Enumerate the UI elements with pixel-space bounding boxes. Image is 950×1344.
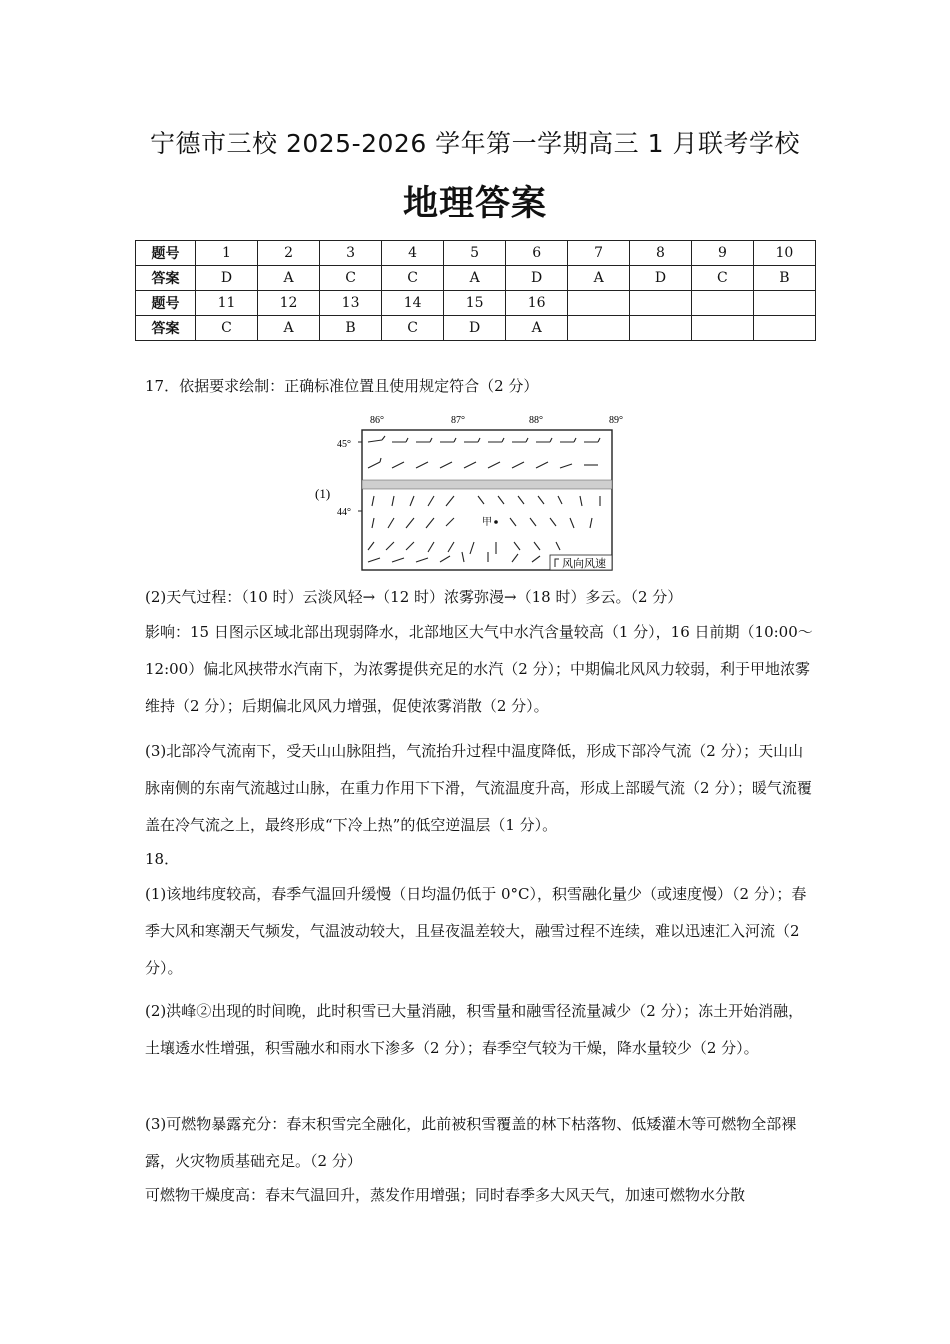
- q18-part1: (1)该地纬度较高，春季气温回升缓慢（日均温仍低于 0°C），积雪融化量少（或速度慢）（2 分）；春季大风和寒潮天气频发，气温波动较大，且昼夜温差较大，融雪过程不连续，难以迅速汇入河流（2 分）。: [145, 885, 807, 977]
- table-cell: 9: [691, 241, 753, 266]
- legend-label: 风向风速: [562, 557, 606, 570]
- wind-map-figure: [312, 410, 642, 575]
- page-subtitle: 地理答案: [402, 184, 547, 224]
- table-cell: [630, 316, 692, 341]
- table-cell: [753, 316, 815, 341]
- table-cell: 2: [258, 241, 320, 266]
- table-row: [136, 241, 816, 266]
- table-cell: A: [506, 316, 568, 341]
- q17-part3: (3)北部冷气流南下，受天山山脉阻挡，气流抬升过程中温度降低，形成下部冷气流（2 分）；天山山脉南侧的东南气流越过山脉，在重力作用下下滑，气流温度升高，形成上部暖气流（2 分）；暖气流覆盖在冷气流之上，最终形成“下冷上热”的低空逆温层（1 分）。: [145, 742, 812, 834]
- table-cell: 5: [444, 241, 506, 266]
- q17-part2: (2)天气过程：（10 时）云淡风轻→（12 时）浓雾弥漫→（18 时）多云。（2 分）: [145, 588, 683, 606]
- wind-barbs: [368, 436, 600, 562]
- table-cell: B: [753, 266, 815, 291]
- table-cell: [630, 291, 692, 316]
- q18-part3-cont: 可燃物干燥度高：春末气温回升，蒸发作用增强；同时春季多大风天气，加速可燃物水分散: [145, 1186, 746, 1204]
- row-header: 题号: [136, 241, 196, 266]
- table-cell: [691, 291, 753, 316]
- mountain-band: [362, 480, 612, 489]
- table-cell: 8: [630, 241, 692, 266]
- row-header: 答案: [136, 316, 196, 341]
- table-cell: D: [444, 316, 506, 341]
- page-title: 宁德市三校 2025-2026 学年第一学期高三 1 月联考学校: [150, 129, 800, 158]
- table-cell: D: [630, 266, 692, 291]
- table-cell: [568, 291, 630, 316]
- table-row: [136, 291, 816, 316]
- table-cell: 14: [382, 291, 444, 316]
- table-cell: C: [691, 266, 753, 291]
- table-row: [136, 266, 816, 291]
- table-cell: 6: [506, 241, 568, 266]
- row-header: 题号: [136, 291, 196, 316]
- lon-label: 87°: [451, 415, 465, 426]
- table-cell: [568, 316, 630, 341]
- table-cell: 13: [320, 291, 382, 316]
- q18-part2: (2)洪峰②出现的时间晚，此时积雪已大量消融，积雪量和融雪径流量减少（2 分）；冻土开始消融，土壤透水性增强，积雪融水和雨水下渗多（2 分）；春季空气较为干燥，降水量较少（2 分）。: [145, 1002, 804, 1057]
- table-cell: 16: [506, 291, 568, 316]
- q18-part3: (3)可燃物暴露充分：春末积雪完全融化，此前被积雪覆盖的林下枯落物、低矮灌木等可燃物全部裸露，火灾物质基础充足。（2 分）: [145, 1115, 797, 1170]
- q17-intro: 17．依据要求绘制：正确标准位置且使用规定符合（2 分）: [145, 377, 539, 395]
- table-cell: B: [320, 316, 382, 341]
- table-cell: D: [196, 266, 258, 291]
- table-cell: A: [444, 266, 506, 291]
- table-cell: 11: [196, 291, 258, 316]
- q18-number: 18．: [145, 850, 180, 868]
- table-cell: D: [506, 266, 568, 291]
- map-frame: [362, 430, 612, 570]
- lon-label: 88°: [529, 415, 543, 426]
- point-label: 甲: [482, 517, 492, 528]
- figure-label: (1): [315, 486, 331, 501]
- table-cell: [753, 291, 815, 316]
- table-row: [136, 316, 816, 341]
- point-jia-marker: [494, 520, 498, 524]
- table-cell: 1: [196, 241, 258, 266]
- lon-label: 89°: [609, 415, 623, 426]
- table-cell: [691, 316, 753, 341]
- table-cell: A: [568, 266, 630, 291]
- q17-impact: 影响：15 日图示区域北部出现弱降水，北部地区大气中水汽含量较高（1 分），16 日前期（10:00～12:00）偏北风挟带水汽南下，为浓雾提供充足的水汽（2 分）；中期偏北风风力较弱，利于甲地浓雾维持（2 分）；后期偏北风风力增强，促使浓雾消散（2 分）。: [145, 623, 813, 715]
- table-cell: 7: [568, 241, 630, 266]
- table-cell: 12: [258, 291, 320, 316]
- table-cell: C: [196, 316, 258, 341]
- row-header: 答案: [136, 266, 196, 291]
- table-cell: C: [382, 266, 444, 291]
- table-cell: A: [258, 266, 320, 291]
- table-cell: 15: [444, 291, 506, 316]
- table-cell: A: [258, 316, 320, 341]
- lon-label: 86°: [370, 415, 384, 426]
- table-cell: C: [320, 266, 382, 291]
- table-cell: 10: [753, 241, 815, 266]
- lat-label: 45°: [337, 439, 351, 450]
- table-cell: 3: [320, 241, 382, 266]
- answer-table: [135, 240, 816, 341]
- lat-label: 44°: [337, 507, 351, 518]
- table-cell: 4: [382, 241, 444, 266]
- table-cell: C: [382, 316, 444, 341]
